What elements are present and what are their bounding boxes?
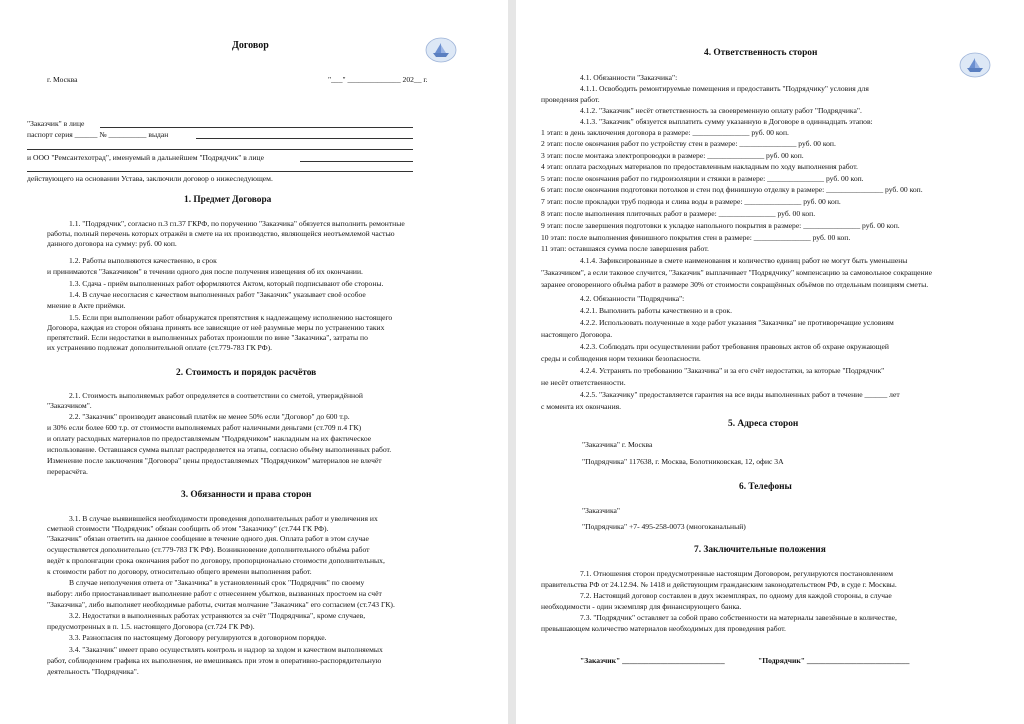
- phone-line: "Подрядчика" +7- 495-258-0073 (многоканальный): [582, 522, 746, 531]
- paragraph-line: 4.2.4. Устранять по требованию "Заказчика" и за его счёт недостатки, за которые "Подрядчик": [580, 366, 885, 375]
- paragraph-line: правительства РФ от 24.12.94. № 1418 и действующим гражданским законодательством РФ, в суде г. Москвы.: [541, 580, 897, 589]
- paragraph-line: 4 этап: оплата расходных материалов по предоставленным накладным по ходу выполнения работ.: [541, 162, 858, 171]
- intro-line: паспорт серия ______ № __________ выдан: [27, 130, 169, 139]
- address-line: "Заказчика" г. Москва: [582, 440, 653, 449]
- paragraph-line: 4.2.1. Выполнить работы качественно и в срок.: [580, 306, 732, 315]
- fill-line: [27, 149, 413, 150]
- intro-line: действующего на основании Устава, заключили договор о нижеследующем.: [27, 174, 273, 183]
- paragraph-line: 3 этап: после монтажа электропроводки в размере: _______________ руб. 00 коп.: [541, 151, 804, 160]
- paragraph-line: осуществляется дополнительно (ст.779-783 ГК РФ). Возникновение дополнительного объёма работ: [47, 545, 370, 554]
- paragraph-line: 9 этап: после завершения подготовки к укладке напольного покрытия в размере: _______________ руб. 00 коп.: [541, 221, 900, 230]
- date-line: "___" ______________ 202__ г.: [328, 75, 428, 84]
- paragraph-line: "Заказчик" обязан ответить на данное сообщение в течение одного дня. Оплата работ в этом случае: [47, 534, 369, 543]
- boat-logo-icon: [959, 52, 991, 78]
- paragraph-line: и оплату расходных материалов по предоставляемым "Подрядчиком" накладным на их фактическое: [47, 434, 372, 443]
- paragraph-line: их устранению подлежат дополнительной оплате (ст.779-783 ГК РФ).: [47, 343, 273, 352]
- paragraph-line: 1.5. Если при выполнении работ обнаружатся препятствия к надлежащему исполнению настоящего: [69, 313, 393, 322]
- paragraph-line: выбору: либо приостанавливает выполнение работ с отнесением убытков, вызванных простоем на счёт: [47, 589, 382, 598]
- paragraph-line: деятельность "Подрядчика".: [47, 667, 139, 676]
- paragraph-line: 3.2. Недостатки в выполненных работах устраняются за счёт "Подрядчика", кроме случаев,: [69, 611, 366, 620]
- paragraph-line: перерасчёта.: [47, 467, 88, 476]
- paragraph-line: 2.1. Стоимость выполняемых работ определяется в соответствии со сметой, утверждённой: [69, 391, 363, 400]
- paragraph-line: работ, соблюдением графика их выполнения, не вмешиваясь при этом в оперативно-распорядительную: [47, 656, 382, 665]
- section-6-title: 6. Телефоны: [739, 482, 792, 492]
- paragraph-line: среды и соблюдения норм техники безопасности.: [541, 354, 701, 363]
- section-2-title: 2. Стоимость и порядок расчётов: [176, 368, 317, 378]
- paragraph-line: настоящего Договора.: [541, 330, 613, 339]
- document-title: Договор: [232, 40, 269, 51]
- paragraph-line: 3.4. "Заказчик" имеет право осуществлять контроль и надзор за ходом и качеством выполняемых: [69, 645, 383, 654]
- paragraph-line: 7.1. Отношения сторон предусмотренные настоящим Договором, регулируются постановлением: [580, 569, 894, 578]
- contractor-signature: "Подрядчик" ___________________________: [758, 656, 910, 665]
- paragraph-line: 6 этап: после окончания подготовки потолков и стен под финишную отделку в размере: _______________ руб. 00 коп.: [541, 185, 923, 194]
- paragraph-line: 4.1.1. Освободить ремонтируемые помещения и предоставить "Подрядчику" условия для: [580, 84, 869, 93]
- paragraph-line: Изменение после заключения "Договора" цены предоставляемых "Подрядчиком" материалов не влечёт: [47, 456, 382, 465]
- paragraph-line: 1 этап: в день заключения договора в размере: _______________ руб. 00 коп.: [541, 128, 789, 137]
- paragraph-line: необходимости - один экземпляр для финансирующего банка.: [541, 602, 742, 611]
- paragraph-line: использование. Оставшаяся сумма выплат распределяется на этапы, согласно объёму выполненных работ.: [47, 445, 392, 454]
- paragraph-line: 4.1. Обязанности "Заказчика":: [580, 73, 678, 82]
- section-7-title: 7. Заключительные положения: [694, 545, 826, 555]
- paragraph-line: 3.1. В случае выявившейся необходимости проведения дополнительных работ и увеличения их: [69, 514, 378, 523]
- contract-page-left: [0, 0, 508, 724]
- fill-line: [300, 161, 413, 162]
- customer-signature: "Заказчик" ___________________________: [580, 656, 725, 665]
- paragraph-line: ведёт к пролонгации срока окончания работ по договору, пропорционально стоимости дополнительных,: [47, 556, 385, 565]
- paragraph-line: превышающем количество материалов необходимых для проведения работ.: [541, 624, 786, 633]
- paragraph-line: предусмотренных в п. 1.5. настоящего Договора (ст.724 ГК РФ).: [47, 622, 255, 631]
- section-4-title: 4. Ответственность сторон: [704, 48, 818, 58]
- paragraph-line: 4.2.2. Использовать полученные в ходе работ указания "Заказчика" не противоречащие условиям: [580, 318, 894, 327]
- section-3-title: 3. Обязанности и права сторон: [181, 490, 312, 500]
- paragraph-line: к стоимости работ по договору, относительно общего времени выполнения работ.: [47, 567, 312, 576]
- address-line: "Подрядчика" 117638, г. Москва, Болотниковская, 12, офис 3А: [582, 457, 784, 466]
- paragraph-line: не несёт ответственности.: [541, 378, 626, 387]
- paragraph-line: с момента их окончания.: [541, 402, 622, 411]
- section-5-title: 5. Адреса сторон: [728, 419, 799, 429]
- paragraph-line: 7 этап: после прокладки труб подвода и слива воды в размере: _______________ руб. 00 коп.: [541, 197, 841, 206]
- paragraph-line: 4.1.3. "Заказчик" обязуется выплатить сумму указанную в Договоре в одиннадцать этапов:: [580, 117, 873, 126]
- paragraph-line: и принимаются "Заказчиком" в течении одного дня после получения извещения об их окончании.: [47, 267, 363, 276]
- fill-line: [196, 138, 413, 139]
- paragraph-line: 1.2. Работы выполняются качественно, в срок: [69, 256, 217, 265]
- paragraph-line: 11 этап: оставшаяся сумма после завершения работ.: [541, 244, 709, 253]
- paragraph-line: 2.2. "Заказчик" производит авансовый платёж не менее 50% если "Договор" до 600 т.р.: [69, 412, 350, 421]
- section-1-title: 1. Предмет Договора: [184, 195, 272, 205]
- paragraph-line: 1.4. В случае несогласия с качеством выполненных работ "Заказчик" указывает своё особое: [69, 290, 366, 299]
- paragraph-line: и 30% если более 600 т.р. от стоимости выполняемых работ наличными деньгами (ст.709 п.4 ГК): [47, 423, 362, 432]
- paragraph-line: проведения работ.: [541, 95, 600, 104]
- paragraph-line: 3.3. Разногласия по настоящему Договору регулируются в договорном порядке.: [69, 633, 327, 642]
- paragraph-line: заранее оговоренного объёма работ в размере 30% от стоимости сокращённых объёмов по отдельным позициям сметы.: [541, 280, 929, 289]
- paragraph-line: 5 этап: после окончания работ по гидроизоляции и стяжки в размере: _______________ руб. 00 коп.: [541, 174, 864, 183]
- city-label: г. Москва: [47, 75, 78, 84]
- paragraph-line: работы, полный перечень которых отражён в смете на их производство, являющейся неотъемлемой частью: [47, 229, 395, 238]
- paragraph-line: мнение в Акте приёмки.: [47, 301, 126, 310]
- fill-line: [27, 171, 413, 172]
- paragraph-line: 2 этап: после окончания работ по устройству стен в размере: _______________ руб. 00 коп.: [541, 139, 836, 148]
- paragraph-line: Договора, каждая из сторон обязана принять все зависящие от неё разумные меры по устранению таких: [47, 323, 385, 332]
- paragraph-line: "Заказчиком".: [47, 401, 92, 410]
- paragraph-line: "Заказчиком", а если таковое случится, "Заказчик" выплачивает "Подрядчику" компенсацию за самовольное сокращение: [541, 268, 932, 277]
- phone-line: "Заказчика": [582, 506, 620, 515]
- paragraph-line: 10 этап: после выполнения финишного покрытия стен в размере: _______________ руб. 00 коп.: [541, 233, 851, 242]
- paragraph-line: 8 этап: после выполнения плиточных работ в размере: _______________ руб. 00 коп.: [541, 209, 816, 218]
- paragraph-line: препятствий. Если недостатки в выполненных работах произошли по вине "Заказчика", затраты по: [47, 333, 368, 342]
- contract-page-right: [516, 0, 1024, 724]
- paragraph-line: данного договора на сумму: руб. 00 коп.: [47, 239, 177, 248]
- paragraph-line: 4.1.2. "Заказчик" несёт ответственность за своевременную оплату работ "Подрядчика".: [580, 106, 862, 115]
- paragraph-line: 4.1.4. Зафиксированные в смете наименования и количество единиц работ не могут быть уменьшены: [580, 256, 908, 265]
- paragraph-line: сметной стоимости "Подрядчик" обязан сообщить об этом "Заказчику" (ст.744 ГК РФ).: [47, 524, 329, 533]
- boat-logo-icon: [425, 37, 457, 63]
- paragraph-line: 7.2. Настоящий договор составлен в двух экземплярах, по одному для каждой стороны, в случае: [580, 591, 892, 600]
- paragraph-line: В случае неполучения ответа от "Заказчика" в установленный срок "Подрядчик" по своему: [69, 578, 365, 587]
- paragraph-line: "Заказчика", либо выполняет необходимые работы, считая молчание "Заказчика" его согласием (ст.743 ГК).: [47, 600, 395, 609]
- intro-line: "Заказчик" в лице: [27, 119, 85, 128]
- paragraph-line: 4.2.3. Соблюдать при осуществлении работ требования правовых актов об охране окружающей: [580, 342, 889, 351]
- paragraph-line: 1.1. "Подрядчик", согласно п.3 гл.37 ГКРФ, по поручению "Заказчика" обязуется выполнить ремонтные: [69, 219, 405, 228]
- paragraph-line: 4.2.5. "Заказчику" предоставляется гарантия на все виды выполненных работ в течение ______ лет: [580, 390, 900, 399]
- fill-line: [100, 127, 413, 128]
- paragraph-line: 1.3. Сдача - приём выполненных работ оформляются Актом, который подписывают обе стороны.: [69, 279, 384, 288]
- paragraph-line: 4.2. Обязанности "Подрядчика":: [580, 294, 685, 303]
- paragraph-line: 7.3. "Подрядчик" оставляет за собой право собственности на материалы завезённые в количестве,: [580, 613, 897, 622]
- intro-line: и ООО "Ремсантехотрад", именуемый в дальнейшем "Подрядчик" в лице: [27, 153, 264, 162]
